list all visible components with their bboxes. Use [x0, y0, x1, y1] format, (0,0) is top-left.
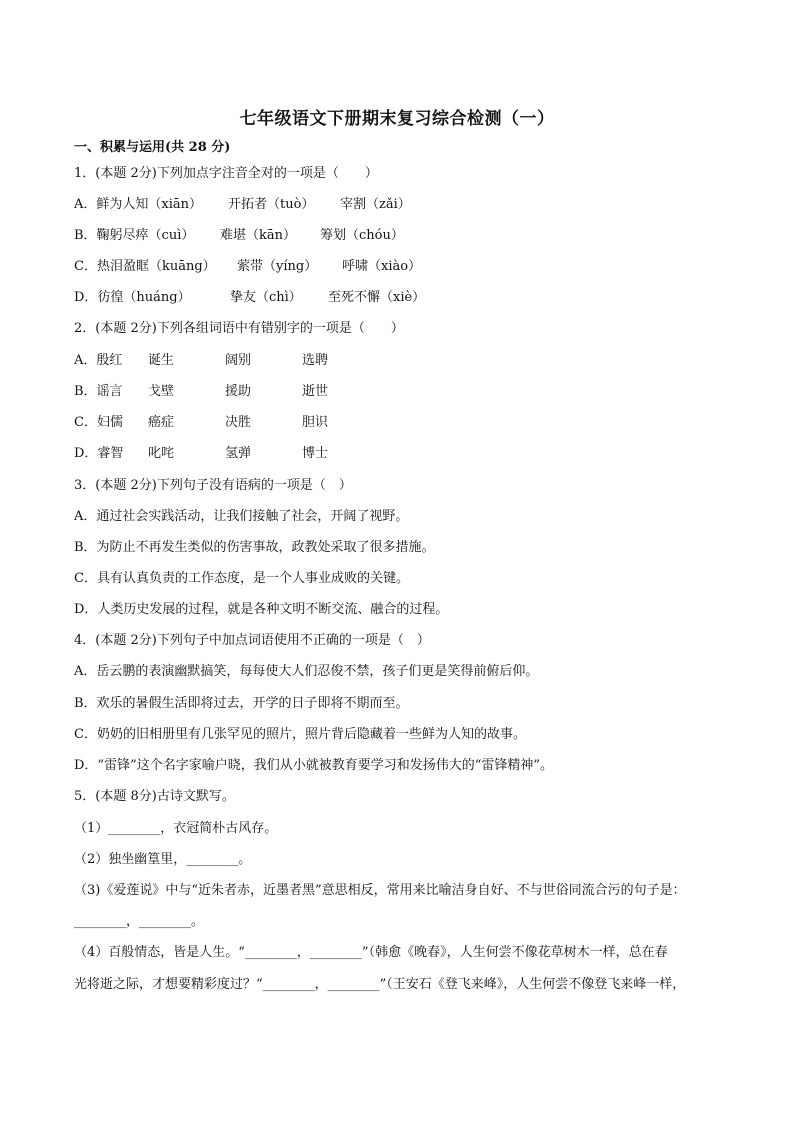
option-text: 叱咤: [148, 446, 175, 461]
question-1-option-a: [74, 198, 411, 211]
option-text: 难堪（kān）: [220, 228, 297, 243]
option-text: 决胜: [225, 415, 252, 430]
page-title: 七年级语文下册期末复习综合检测（一）: [239, 109, 555, 129]
question-5-line-3: （3)《爱莲说》中与“近朱者赤，近墨者黑”意思相反，常用来比喻洁身自好、不与世俗同流合污的句子是：: [74, 883, 686, 898]
option-text: A．殷红: [74, 353, 123, 368]
option-text: 筹划（chóu）: [320, 228, 404, 243]
section-heading: 一、积累与运用(共 28 分): [74, 140, 231, 155]
question-4-option-b: B．欢乐的暑假生活即将过去，开学的日子即将不期而至。: [74, 696, 409, 711]
option-text: 至死不懈（xiè）: [328, 290, 426, 305]
option-text: 呼啸（xiào）: [342, 259, 422, 274]
question-5-stem: 5．(本题 8分)古诗文默写。: [74, 789, 235, 804]
question-2-option-b: [74, 385, 328, 398]
question-5-line-4-cont: 光将逝之际，才想要精彩度过？“________，________”（王安石《登飞来峰》，人生何尝不像登飞来峰一样，: [74, 977, 686, 992]
option-text: A．鲜为人知（xiān）: [74, 197, 203, 212]
question-4-option-d: D．“雷锋”这个名字家喻户晓，我们从小就被教育要学习和发扬伟大的“雷锋精神”。: [74, 758, 554, 773]
question-1-option-b: [74, 229, 404, 242]
question-2-stem: 2．(本题 2分)下列各组词语中有错别字的一项是（ ）: [74, 321, 404, 336]
question-2-option-a: [74, 354, 328, 367]
option-text: C．热泪盈眶（kuāng）: [74, 259, 216, 274]
option-text: 援助: [225, 384, 252, 399]
option-text: 博士: [302, 446, 329, 461]
option-text: 戈壁: [148, 384, 175, 399]
question-1-stem: 1．(本题 2分)下列加点字注音全对的一项是（ ）: [74, 166, 378, 181]
question-2-option-c: [74, 416, 328, 429]
option-text: B．谣言: [74, 384, 123, 399]
option-text: D．彷徨（huáng）: [74, 290, 191, 305]
option-text: B．鞠躬尽瘁（cuì）: [74, 228, 195, 243]
option-text: 癌症: [148, 415, 175, 430]
question-5-line-2: （2）独坐幽篁里，________。: [74, 852, 252, 867]
question-3-option-b: B．为防止不再发生类似的伤害事故，政教处采取了很多措施。: [74, 540, 435, 555]
question-4-option-c: C．奶奶的旧相册里有几张罕见的照片，照片背后隐藏着一些鲜为人知的故事。: [74, 727, 526, 742]
option-text: 氢弹: [225, 446, 252, 461]
question-3-option-c: C．具有认真负责的工作态度，是一个人事业成败的关键。: [74, 571, 409, 586]
option-text: 诞生: [148, 353, 175, 368]
question-4-option-a: A．岳云鹏的表演幽默搞笑，每每使大人们忍俊不禁，孩子们更是笑得前俯后仰。: [74, 664, 539, 679]
option-text: 开拓者（tuò）: [228, 197, 315, 212]
option-text: 挚友（chì）: [230, 290, 302, 305]
option-text: 阔别: [225, 353, 252, 368]
question-5-line-1: （1）________，衣冠简朴古风存。: [74, 821, 278, 836]
question-3-stem: 3．(本题 2分)下列句子没有语病的一项是（ ）: [74, 478, 352, 493]
question-1-option-d: [74, 291, 425, 304]
option-text: 宰割（zǎi）: [340, 197, 411, 212]
option-text: 逝世: [302, 384, 329, 399]
question-3-option-d: D．人类历史发展的过程，就是各种文明不断交流、融合的过程。: [74, 602, 449, 617]
option-text: 萦带（yíng）: [237, 259, 318, 274]
question-4-stem: 4．(本题 2分)下列句子中加点词语使用不正确的一项是（ ）: [74, 633, 430, 648]
option-text: 胆识: [302, 415, 329, 430]
option-text: C．妇儒: [74, 415, 123, 430]
question-2-option-d: [74, 447, 328, 460]
question-5-line-3-blanks: ________，________。: [74, 914, 205, 929]
question-5-line-4: （4）百般情态，皆是人生。“________，________”（韩愈《晚春》，人生何尝不像花草树木一样，总在春: [74, 945, 668, 960]
question-1-option-c: [74, 260, 421, 273]
option-text: D．睿智: [74, 446, 124, 461]
option-text: 选聘: [302, 353, 329, 368]
question-3-option-a: A．通过社会实践活动，让我们接触了社会，开阔了视野。: [74, 509, 409, 524]
